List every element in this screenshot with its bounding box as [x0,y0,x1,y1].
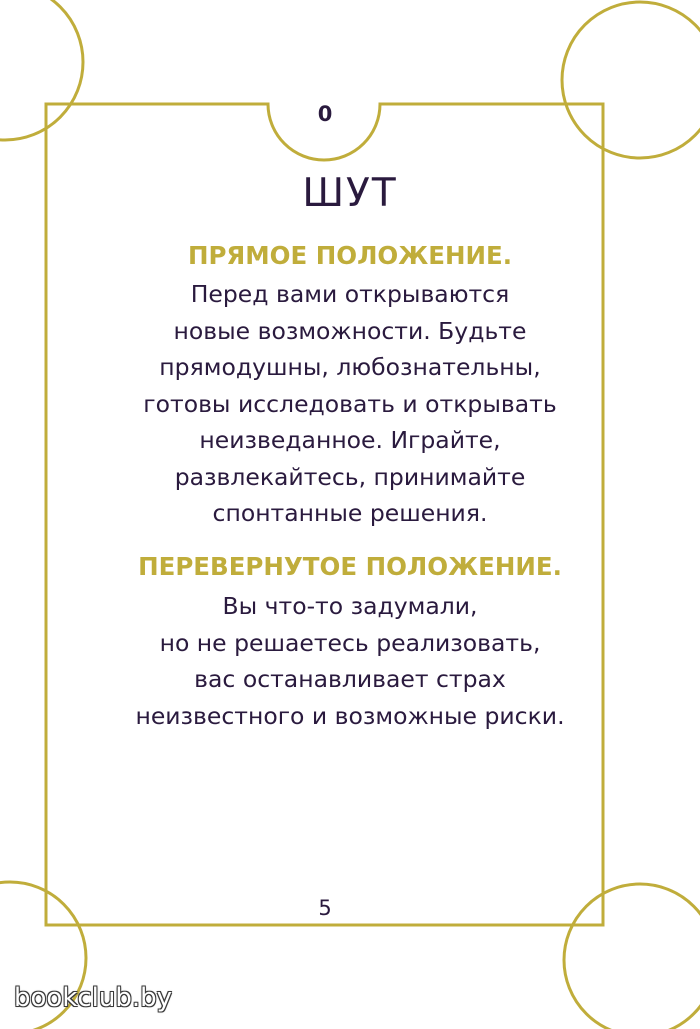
upright-line: неизведанное. Играйте, [199,426,501,454]
corner-circle-top-right [562,2,700,158]
corner-circle-bottom-right [564,884,700,1029]
upright-heading: ПРЯМОЕ ПОЛОЖЕНИЕ. [187,241,513,270]
upright-line: готовы исследовать и открывать [143,389,557,418]
reversed-line: неизвестного и возможные риски. [135,701,565,730]
card-title: ШУТ [302,171,398,216]
reversed-line: Вы что-то задумали, [222,592,478,620]
upright-line: Перед вами открываются [190,280,510,308]
reversed-line: вас останавливает страх [194,665,506,693]
watermark: bookclub.by [14,983,173,1013]
upright-line: развлекайтесь, принимайте [174,462,526,491]
card-number: 0 [317,102,333,126]
upright-line: прямодушны, любознательны, [159,353,541,381]
corner-circle-top-left [0,0,83,140]
upright-line: новые возможности. Будьте [173,316,527,345]
page-number: 5 [318,896,332,920]
upright-line: спонтанные решения. [212,499,488,527]
reversed-heading: ПЕРЕВЕРНУТОЕ ПОЛОЖЕНИЕ. [138,552,562,581]
upright-description [60,276,640,532]
reversed-description [60,588,640,734]
reversed-line: но не решаетесь реализовать, [159,628,541,657]
